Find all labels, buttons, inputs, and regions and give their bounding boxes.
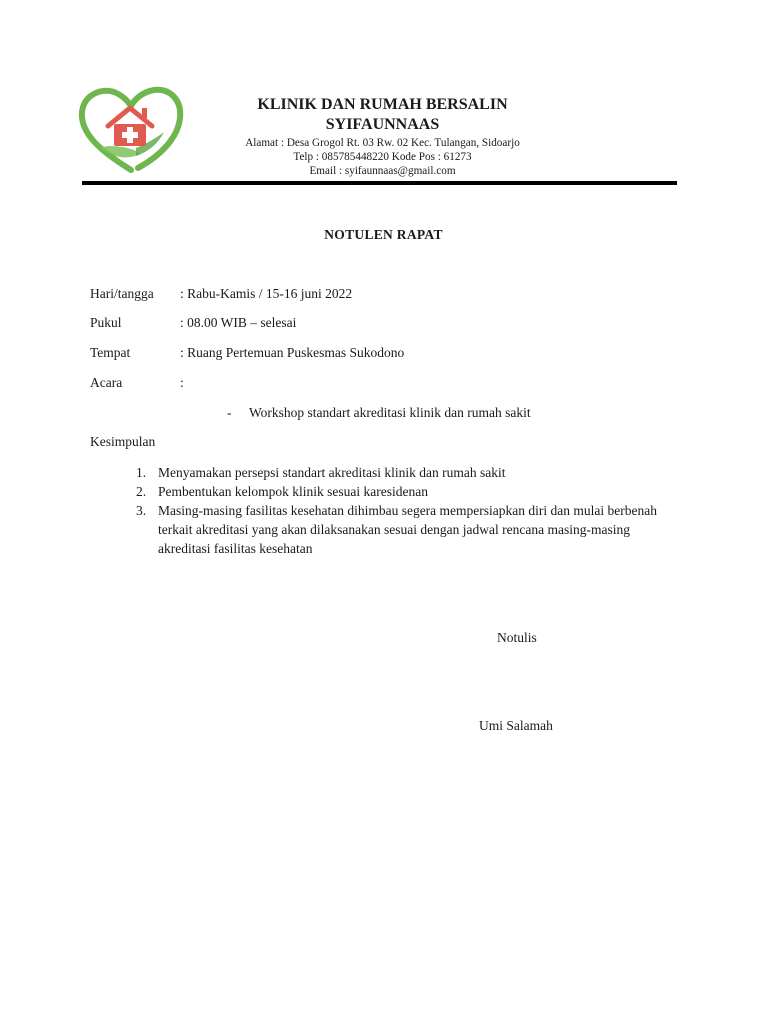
detail-row-place bbox=[90, 344, 404, 362]
clinic-name-line1: KLINIK DAN RUMAH BERSALIN bbox=[257, 96, 508, 113]
clinic-address: Alamat : Desa Grogol Rt. 03 Rw. 02 Kec. Tulangan, Sidoarjo bbox=[245, 137, 520, 149]
detail-label: Hari/tangga bbox=[90, 286, 154, 301]
list-number: 3. bbox=[136, 503, 147, 518]
list-text: Pembentukan kelompok klinik sesuai karesidenan bbox=[158, 484, 428, 499]
clinic-logo bbox=[78, 86, 184, 174]
clinic-email: Email : syifaunnaas@gmail.com bbox=[309, 165, 456, 177]
document-title: NOTULEN RAPAT bbox=[324, 227, 443, 242]
list-text: Menyamakan persepsi standart akreditasi klinik dan rumah sakit bbox=[158, 465, 506, 480]
clinic-name-line2: SYIFAUNNAAS bbox=[325, 116, 440, 133]
list-item bbox=[136, 482, 676, 501]
letterhead-divider bbox=[82, 181, 677, 185]
agenda-item bbox=[227, 404, 531, 422]
detail-label: Acara bbox=[90, 375, 123, 390]
detail-label: Pukul bbox=[90, 315, 122, 330]
detail-label: Tempat bbox=[90, 345, 131, 360]
detail-row-time bbox=[90, 314, 296, 332]
agenda-text: Workshop standart akreditasi klinik dan rumah sakit bbox=[249, 405, 531, 420]
detail-value: : Ruang Pertemuan Puskesmas Sukodono bbox=[180, 345, 405, 360]
list-item bbox=[136, 501, 676, 558]
list-item bbox=[136, 463, 676, 482]
list-number: 1. bbox=[136, 465, 147, 480]
list-text: Masing-masing fasilitas kesehatan dihimbau segera mempersiapkan diri dan mulai berbenah terkait akreditasi yang akan dilaksanakan sesuai dengan jadwal rencana masing-masing akreditasi fasilitas kesehatan bbox=[158, 503, 657, 556]
conclusion-list bbox=[136, 463, 676, 558]
detail-row-date bbox=[90, 285, 352, 303]
clinic-phone: Telp : 085785448220 Kode Pos : 61273 bbox=[293, 151, 472, 163]
signature-name: Umi Salamah bbox=[479, 718, 553, 733]
conclusion-heading: Kesimpulan bbox=[90, 434, 156, 449]
list-number: 2. bbox=[136, 484, 147, 499]
detail-value: : bbox=[180, 375, 184, 390]
signature-label: Notulis bbox=[497, 630, 537, 645]
agenda-bullet: - bbox=[227, 405, 232, 420]
detail-value: : Rabu-Kamis / 15-16 juni 2022 bbox=[180, 286, 353, 301]
detail-row-agenda bbox=[90, 374, 184, 392]
detail-value: : 08.00 WIB – selesai bbox=[180, 315, 297, 330]
